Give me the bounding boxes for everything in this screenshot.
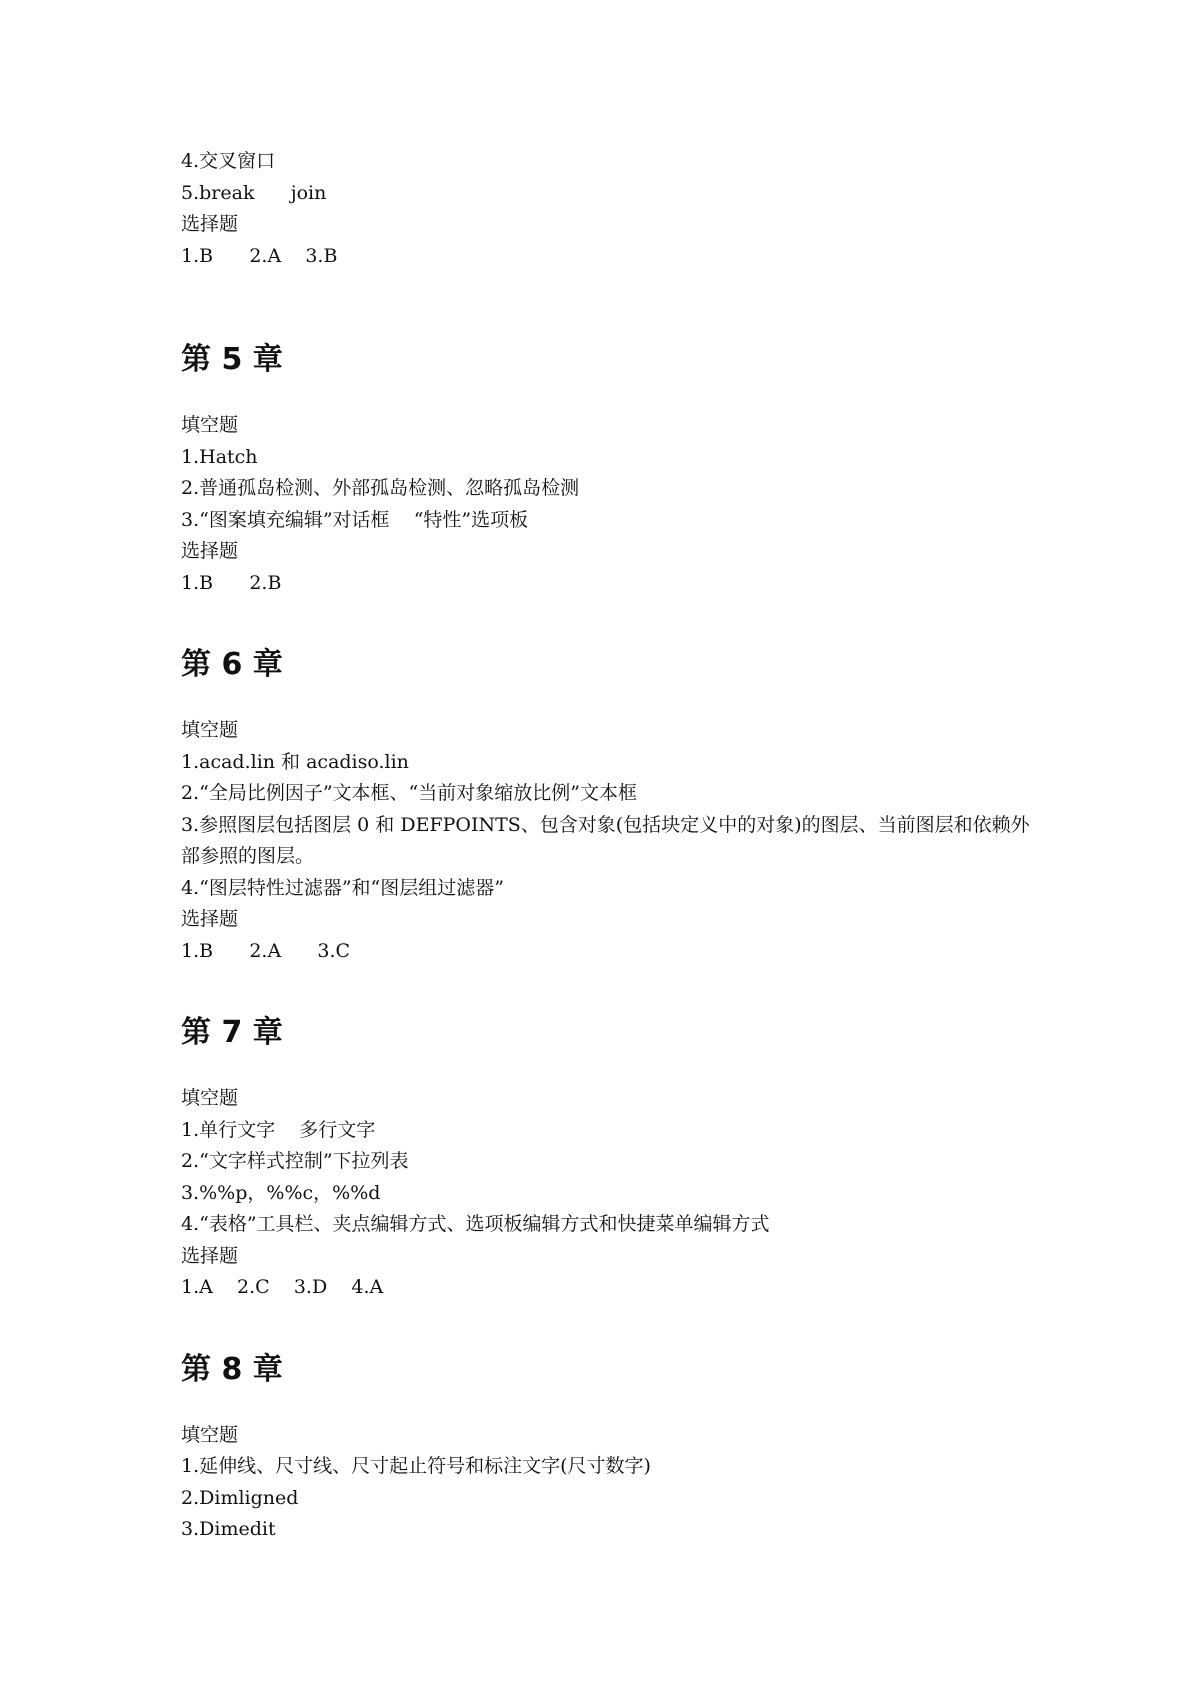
- answer-line: 1.延伸线、尺寸线、尺寸起止符号和标注文字(尺寸数字): [181, 1455, 651, 1477]
- section-label: 选择题: [181, 908, 239, 930]
- chapter-heading: 第 6 章: [181, 647, 283, 682]
- intro-section: [181, 146, 1041, 272]
- section-label: 选择题: [181, 1244, 239, 1267]
- answer-line: 1.A 2.C 3.D 4.A: [181, 1276, 384, 1298]
- chapter-section: [181, 645, 1041, 967]
- answer-line: 3.Dimedit: [181, 1518, 276, 1540]
- answer-line: 4.“表格”工具栏、夹点编辑方式、选项板编辑方式和快捷菜单编辑方式: [181, 1213, 770, 1235]
- section-label: 填空题: [181, 1087, 239, 1109]
- section-label: 选择题: [181, 540, 239, 562]
- section-label: 选择题: [181, 213, 239, 235]
- answer-line: 2.“全局比例因子”文本框、“当前对象缩放比例”文本框: [181, 782, 637, 804]
- answer-line: 2.Dimligned: [181, 1486, 299, 1509]
- chapter-section: [181, 340, 1041, 599]
- section-label: 填空题: [181, 1423, 239, 1446]
- chapter-heading: 第 7 章: [181, 1015, 283, 1050]
- answer-line: 1.acad.lin 和 acadiso.lin: [181, 750, 409, 773]
- answer-line: 2.普通孤岛检测、外部孤岛检测、忽略孤岛检测: [181, 477, 580, 499]
- chapter-heading: 第 8 章: [181, 1351, 283, 1387]
- section-label: 填空题: [181, 719, 239, 741]
- answer-line: 3.“图案填充编辑”对话框 “特性”选项板: [181, 508, 529, 531]
- answer-line: 1.单行文字 多行文字: [181, 1118, 376, 1141]
- answer-line: 3.%%p，%%c，%%d: [181, 1181, 381, 1204]
- answer-line: 4.交叉窗口: [181, 150, 276, 172]
- answer-line: 4.“图层特性过滤器”和“图层组过滤器”: [181, 876, 504, 899]
- answer-line: 1.B 2.B: [181, 571, 282, 594]
- chapter-section: [181, 1013, 1041, 1304]
- answer-line: 5.break join: [181, 181, 327, 204]
- answer-line: 1.B 2.A 3.C: [181, 939, 351, 962]
- chapter-section: [181, 1350, 1041, 1546]
- answer-line: 1.B 2.A 3.B: [181, 244, 338, 267]
- answer-line: 2.“文字样式控制”下拉列表: [181, 1150, 409, 1172]
- answer-line: 3.参照图层包括图层 0 和 DEFPOINTS、包含对象(包括块定义中的对象)的图层、当前图层和依赖外部参照的图层。: [181, 813, 1030, 867]
- section-label: 填空题: [181, 414, 239, 436]
- chapter-heading: 第 5 章: [181, 342, 283, 377]
- document-page: [181, 146, 1041, 1546]
- answer-line: 1.Hatch: [181, 445, 258, 468]
